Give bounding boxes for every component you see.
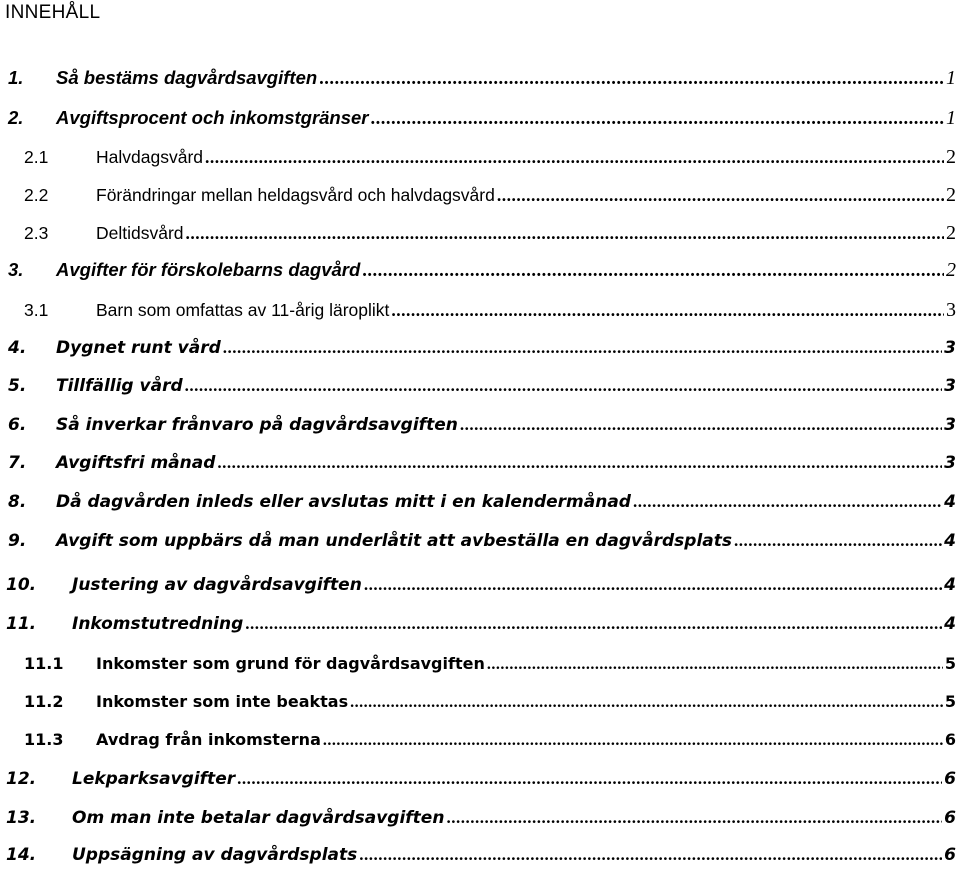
toc-entry-11-2[interactable] [0, 692, 960, 722]
toc-entry-title: Inkomster som inte beaktas [96, 692, 349, 711]
toc-entry-title: Så bestäms dagvårdsavgiften [56, 67, 318, 88]
toc-entry-title: Om man inte betalar dagvårdsavgiften [72, 808, 445, 828]
toc-entry-number: 2. [8, 107, 24, 128]
toc-entry-page: 4 [944, 575, 956, 595]
toc-entry-title: Så inverkar frånvaro på dagvårdsavgiften [56, 415, 458, 435]
toc-entry-8[interactable] [0, 492, 960, 522]
toc-entry-page: 3 [944, 453, 956, 473]
toc-entry-12[interactable] [0, 769, 960, 799]
toc-entry-page: 1 [946, 107, 956, 129]
toc-entry-page: 5 [944, 654, 956, 673]
toc-dot-leader [185, 376, 943, 396]
toc-entry-title: Avdrag från inkomsterna [96, 730, 321, 749]
toc-dot-leader [359, 845, 942, 865]
toc-dot-leader [217, 453, 942, 473]
toc-dot-leader [633, 492, 942, 512]
toc-entry-title: Justering av dagvårdsavgiften [72, 575, 362, 595]
toc-entry-page: 3 [944, 338, 956, 358]
toc-entry-13[interactable] [0, 808, 960, 838]
toc-entry-2-2[interactable] [0, 184, 960, 214]
toc-entry-1[interactable] [0, 67, 960, 97]
toc-entry-title: Avgift som uppbärs då man underlåtit att avbeställa en dagvårdsplats [56, 531, 732, 551]
toc-dot-leader [446, 808, 942, 828]
toc-entry-11-1[interactable] [0, 654, 960, 684]
toc-dot-leader [237, 769, 942, 789]
toc-entry-number: 1. [8, 67, 24, 88]
toc-entry-number: 2.2 [24, 185, 49, 205]
toc-entry-title: Deltidsvård [96, 223, 184, 243]
toc-entry-number: 13. [6, 808, 37, 828]
toc-entry-3-1[interactable] [0, 299, 960, 329]
toc-entry-2-3[interactable] [0, 222, 960, 252]
toc-entry-title: Lekparksavgifter [72, 769, 236, 789]
toc-entry-5[interactable] [0, 376, 960, 406]
toc-entry-title: Inkomster som grund för dagvårdsavgiften [96, 654, 485, 673]
toc-entry-page: 4 [944, 492, 956, 512]
toc-entry-9[interactable] [0, 531, 960, 561]
toc-entry-page: 3 [944, 415, 956, 435]
toc-entry-title: Barn som omfattas av 11-årig läroplikt [96, 300, 390, 320]
toc-dot-leader [362, 261, 944, 282]
toc-entry-page: 6 [944, 730, 956, 749]
toc-entry-title: Halvdagsvård [96, 147, 203, 167]
toc-entry-6[interactable] [0, 415, 960, 445]
toc-entry-page: 2 [946, 184, 956, 206]
toc-entry-title: Förändringar mellan heldagsvård och halvdagsvård [96, 185, 495, 205]
toc-entry-title: Inkomstutredning [72, 614, 244, 634]
toc-dot-leader [350, 694, 943, 712]
toc-entry-number: 2.3 [24, 223, 49, 243]
toc-entry-number: 3.1 [24, 300, 49, 320]
toc-entry-number: 3. [8, 259, 24, 280]
toc-entry-title: Uppsägning av dagvårdsplats [72, 845, 358, 865]
toc-entry-page: 3 [946, 299, 956, 321]
toc-entry-number: 11.3 [24, 730, 64, 749]
toc-entry-title: Avgiftsfri månad [56, 453, 216, 473]
toc-dot-leader [205, 147, 944, 168]
toc-entry-number: 6. [8, 415, 27, 435]
toc-entry-page: 3 [944, 376, 956, 396]
toc-entry-page: 2 [946, 146, 956, 168]
toc-entry-page: 2 [946, 259, 956, 281]
toc-entry-page: 6 [944, 769, 956, 789]
toc-entry-page: 2 [946, 222, 956, 244]
toc-entry-number: 4. [8, 338, 27, 358]
toc-entry-number: 11.2 [24, 692, 64, 711]
toc-entry-title: Avgiftsprocent och inkomstgränser [56, 107, 369, 128]
toc-entry-page: 4 [944, 531, 956, 551]
toc-dot-leader [223, 338, 942, 358]
toc-dot-leader [391, 300, 944, 321]
toc-entry-2-1[interactable] [0, 146, 960, 176]
toc-entry-4[interactable] [0, 338, 960, 368]
toc-entry-page: 4 [944, 614, 956, 634]
toc-entry-page: 5 [944, 692, 956, 711]
toc-dot-leader [323, 732, 943, 750]
toc-entry-10[interactable] [0, 575, 960, 605]
toc-entry-number: 9. [8, 531, 27, 551]
toc-entry-page: 6 [944, 808, 956, 828]
toc-dot-leader [460, 415, 942, 435]
toc-entry-11-3[interactable] [0, 730, 960, 760]
toc-dot-leader [245, 614, 942, 634]
toc-entry-3[interactable] [0, 259, 960, 289]
toc-entry-number: 12. [6, 769, 37, 789]
toc-entry-page: 1 [946, 67, 956, 89]
toc-entry-number: 5. [8, 376, 27, 396]
toc-entry-title: Då dagvården inleds eller avslutas mitt i en kalendermånad [56, 492, 631, 512]
toc-dot-leader [487, 656, 943, 674]
toc-dot-leader [371, 109, 944, 130]
toc-entry-number: 10. [6, 575, 37, 595]
toc-entry-title: Avgifter för förskolebarns dagvård [56, 259, 361, 280]
toc-entry-title: Tillfällig vård [56, 376, 183, 396]
toc-entry-14[interactable] [0, 845, 960, 875]
toc-dot-leader [186, 223, 944, 244]
toc-entry-number: 2.1 [24, 147, 49, 167]
toc-entry-number: 11.1 [24, 654, 64, 673]
toc-entry-number: 8. [8, 492, 27, 512]
toc-entry-number: 11. [6, 614, 37, 634]
toc-dot-leader [497, 185, 944, 206]
toc-dot-leader [319, 69, 944, 90]
toc-dot-leader [734, 531, 942, 551]
toc-heading: INNEHÅLL [5, 2, 101, 23]
toc-entry-2[interactable] [0, 107, 960, 137]
toc-entry-number: 14. [6, 845, 37, 865]
toc-entry-7[interactable] [0, 453, 960, 483]
toc-entry-number: 7. [8, 453, 27, 473]
toc-entry-title: Dygnet runt vård [56, 338, 221, 358]
toc-entry-11[interactable] [0, 614, 960, 644]
toc-entry-page: 6 [944, 845, 956, 865]
toc-dot-leader [364, 575, 942, 595]
